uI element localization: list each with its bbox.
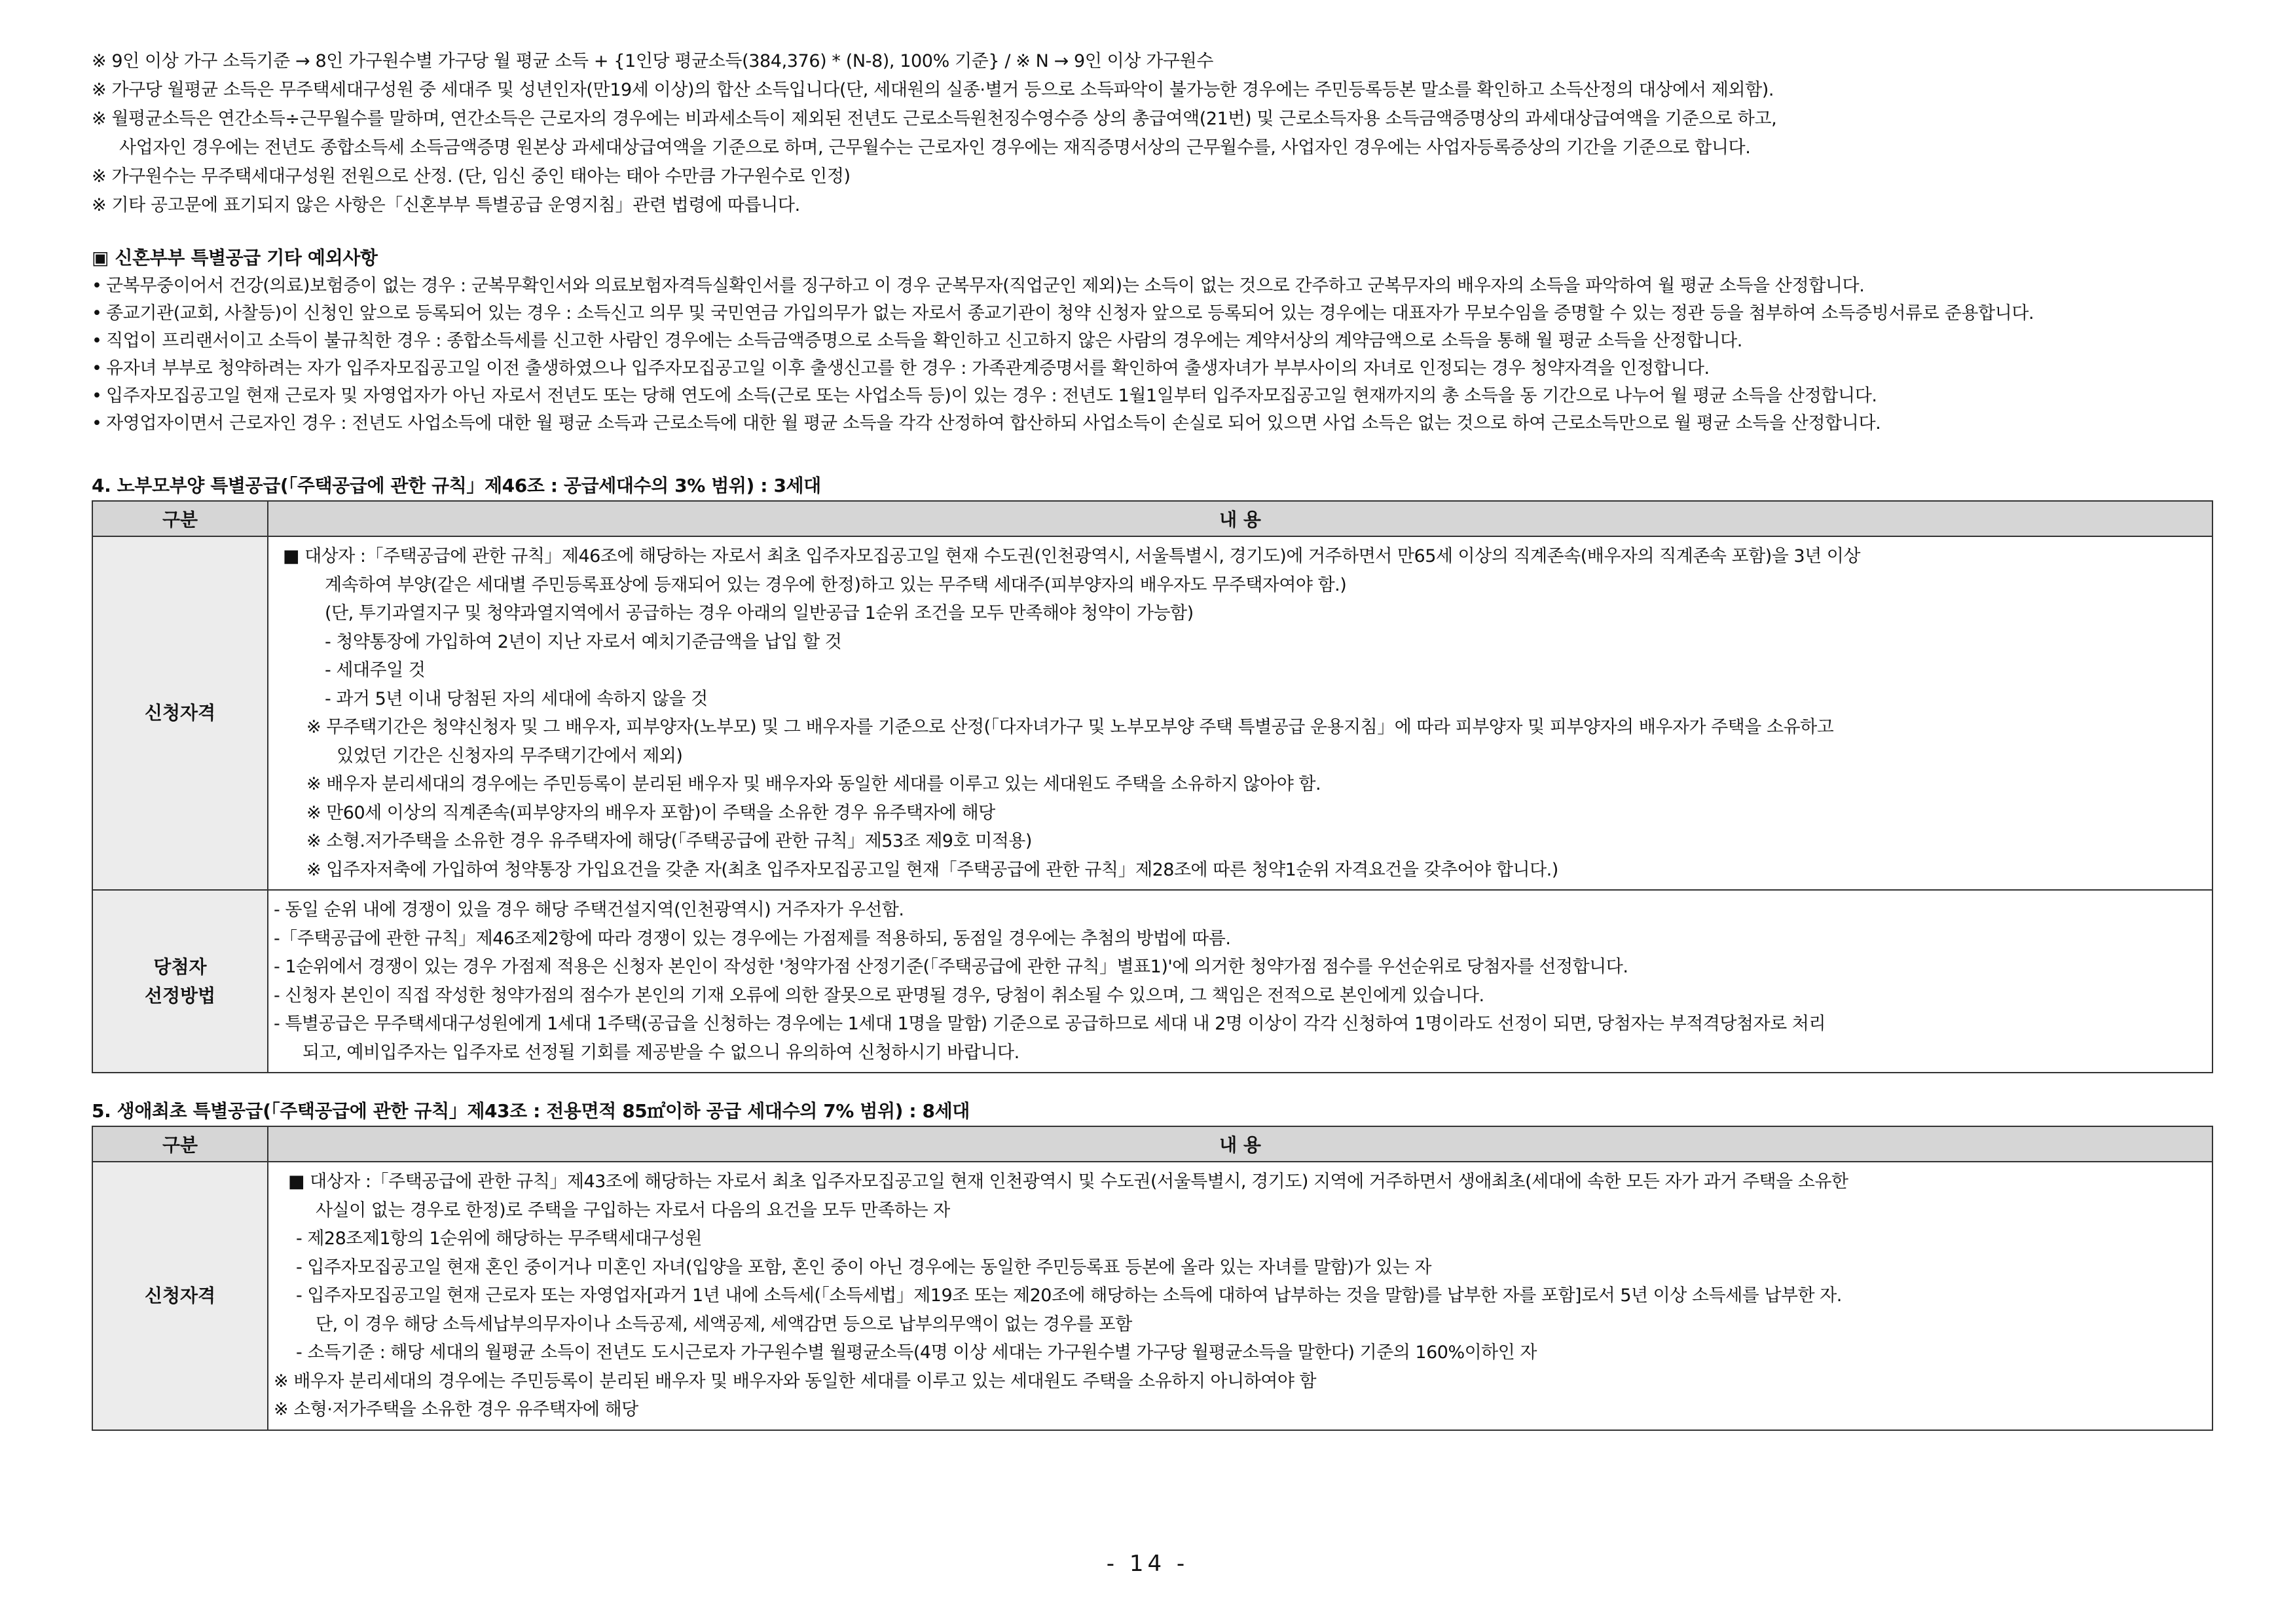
exception-item: • 유자녀 부부로 청약하려는 자가 입주자모집공고일 이전 출생하였으나 입주자모집공고일 이후 출생신고를 한 경우 : 가족관계증명서를 확인하여 출생자녀가 부부사이의 자녀로 인정되는 경우 청약자격을 인정합니다.	[92, 358, 1710, 378]
exception-item: • 입주자모집공고일 현재 근로자 및 자영업자가 아닌 자로서 전년도 또는 당해 연도에 소득(근로 또는 사업소득 등)이 있는 경우 : 전년도 1월1일부터 입주자모집공고일 현재까지의 총 소득을 동 기간으로 나누어 월 평균 소득을 산정합니다.	[92, 386, 1877, 406]
income-notes	[92, 47, 2213, 220]
section-4-title: 4. 노부모부양 특별공급(「주택공급에 관한 규칙」제46조 : 공급세대수의 3% 범위) : 3세대	[92, 475, 821, 496]
exception-item: • 종교기관(교회, 사찰등)이 신청인 앞으로 등록되어 있는 경우 : 소득신고 의무 및 국민연금 가입의무가 없는 자로서 종교기관이 청약 신청자 앞으로 등록되어 있는 경우에는 대표자가 무보수임을 증명할 수 있는 정관 등을 첨부하여 소득증빙서류로 준용합니다.	[92, 303, 2034, 323]
section-5-title: 5. 생애최초 특별공급(「주택공급에 관한 규칙」제43조 : 전용면적 85㎡이하 공급 세대수의 7% 범위) : 8세대	[92, 1100, 970, 1122]
row-content: ■ 대상자 :「주택공급에 관한 규칙」제43조에 해당하는 자로서 최초 입주자모집공고일 현재 인천광역시 및 수도권(서울특별시, 경기도) 지역에 거주하면서 생애최초(세대에 속한 모든 자가 과거 주택을 소유한 사실이 없는 경우로 한정)로 주택을 구입하는 자로서 다음의 요건을 모두 만족하는 자 - 제28조제1항의 1순위에 해당하는 무주택세대구성원 - 입주자모집공고일 현재 혼인 중이거나 미혼인 자녀(입양을 포함, 혼인 중이 아닌 경우에는 동일한 주민등록표 등본에 올라 있는 자녀를 말함)가 있는 자 - 입주자모집공고일 현재 근로자 또는 자영업자[과거 1년 내에 소득세(「소득세법」제19조 또는 제20조에 해당하는 소득에 대하여 납부하는 것을 말함)를 납부한 자를 포함]로서 5년 이상 소득세를 납부한 자. 단, 이 경우 해당 소득세납부의무자이나 소득공제, 세액공제, 세액감면 등으로 납부의무액이 없는 경우를 포함 - 소득기준 : 해당 세대의 월평균 소득이 전년도 도시근로자 가구원수별 월평균소득(4명 이상 세대는 가구원수별 가구당 월평균소득을 말한다) 기준의 160%이하인 자 ※ 배우자 분리세대의 경우에는 주민등록이 분리된 배우자 및 배우자와 동일한 세대를 이루고 있는 세대원도 주택을 소유하지 아니하여야 함 ※ 소형·저가주택을 소유한 경우 유주택자에 해당	[268, 1162, 2212, 1430]
table-row	[92, 890, 2212, 1073]
section-4-table	[92, 500, 2213, 1073]
note-line: ※ 9인 이상 가구 소득기준 → 8인 가구원수별 가구당 월 평균 소득 + {1인당 평균소득(384,376) * (N-8), 100% 기준} / ※ N → 9인 이상 가구원수	[92, 51, 1213, 71]
table-header-content: 내 용	[268, 1126, 2212, 1162]
exceptions-section	[92, 244, 2213, 437]
note-line: ※ 월평균소득은 연간소득÷근무월수를 말하며, 연간소득은 근로자의 경우에는 비과세소득이 제외된 전년도 근로소득원천징수영수증 상의 총급여액(21번) 및 근로소득자용 소득금액증명상의 과세대상급여액을 기준으로 하고,	[92, 109, 1777, 129]
row-content: - 동일 순위 내에 경쟁이 있을 경우 해당 주택건설지역(인천광역시) 거주자가 우선함. -「주택공급에 관한 규칙」제46조제2항에 따라 경쟁이 있는 경우에는 가점제를 적용하되, 동점일 경우에는 추첨의 방법에 따름. - 1순위에서 경쟁이 있는 경우 가점제 적용은 신청자 본인이 작성한 '청약가점 산정기준(「주택공급에 관한 규칙」별표1)'에 의거한 청약가점 점수를 우선순위로 당첨자를 선정합니다. - 신청자 본인이 직접 작성한 청약가점의 점수가 본인의 기재 오류에 의한 잘못으로 판명될 경우, 당첨이 취소될 수 있으며, 그 책임은 전적으로 본인에게 있습니다. - 특별공급은 무주택세대구성원에게 1세대 1주택(공급을 신청하는 경우에는 1세대 1명을 말함) 기준으로 공급하므로 세대 내 2명 이상이 각각 신청하여 1명이라도 선정이 되면, 당첨자는 부적격당첨자로 처리 되고, 예비입주자는 입주자로 선정될 기회를 제공받을 수 없으니 유의하여 신청하시기 바랍니다.	[268, 890, 2212, 1073]
exception-item: • 자영업자이면서 근로자인 경우 : 전년도 사업소득에 대한 월 평균 소득과 근로소득에 대한 월 평균 소득을 각각 산정하여 합산하되 사업소득이 손실로 되어 있으면 사업 소득은 없는 것으로 하여 근로소득만으로 월 평균 소득을 산정합니다.	[92, 413, 1881, 434]
table-row	[92, 536, 2212, 890]
page-number: - 14 -	[1106, 1551, 1189, 1577]
exceptions-heading: ▣ 신혼부부 특별공급 기타 예외사항	[92, 247, 378, 268]
note-line: ※ 가구당 월평균 소득은 무주택세대구성원 중 세대주 및 성년인자(만19세 이상)의 합산 소득입니다(단, 세대원의 실종·별거 등으로 소득파악이 불가능한 경우에는 주민등록등본 말소를 확인하고 소득산정의 대상에서 제외함).	[92, 80, 1774, 100]
note-line: ※ 가구원수는 무주택세대구성원 전원으로 산정. (단, 임신 중인 태아는 태아 수만큼 가구원수로 인정)	[92, 166, 851, 187]
section-4	[92, 471, 2213, 1073]
table-header-category: 구분	[92, 501, 268, 536]
section-5-table	[92, 1126, 2213, 1431]
row-label: 신청자격	[92, 1162, 268, 1430]
table-header-content: 내 용	[268, 501, 2212, 536]
row-label: 신청자격	[92, 536, 268, 890]
row-content: ■ 대상자 :「주택공급에 관한 규칙」제46조에 해당하는 자로서 최초 입주자모집공고일 현재 수도권(인천광역시, 서울특별시, 경기도)에 거주하면서 만65세 이상의 직계존속(배우자의 직계존속 포함)을 3년 이상 계속하여 부양(같은 세대별 주민등록표상에 등재되어 있는 경우에 한정)하고 있는 무주택 세대주(피부양자의 배우자도 무주택자여야 함.) (단, 투기과열지구 및 청약과열지역에서 공급하는 경우 아래의 일반공급 1순위 조건을 모두 만족해야 청약이 가능함) - 청약통장에 가입하여 2년이 지난 자로서 예치기준금액을 납입 할 것 - 세대주일 것 - 과거 5년 이내 당첨된 자의 세대에 속하지 않을 것 ※ 무주택기간은 청약신청자 및 그 배우자, 피부양자(노부모) 및 그 배우자를 기준으로 산정(「다자녀가구 및 노부모부양 주택 특별공급 운용지침」에 따라 피부양자 및 피부양자의 배우자가 주택을 소유하고 있었던 기간은 신청자의 무주택기간에서 제외) ※ 배우자 분리세대의 경우에는 주민등록이 분리된 배우자 및 배우자와 동일한 세대를 이루고 있는 세대원도 주택을 소유하지 않아야 함. ※ 만60세 이상의 직계존속(피부양자의 배우자 포함)이 주택을 소유한 경우 유주택자에 해당 ※ 소형.저가주택을 소유한 경우 유주택자에 해당(「주택공급에 관한 규칙」제53조 제9호 미적용) ※ 입주자저축에 가입하여 청약통장 가입요건을 갖춘 자(최초 입주자모집공고일 현재「주택공급에 관한 규칙」제28조에 따른 청약1순위 자격요건을 갖추어야 합니다.)	[268, 536, 2212, 890]
table-header-category: 구분	[92, 1126, 268, 1162]
note-line: ※ 기타 공고문에 표기되지 않은 사항은「신혼부부 특별공급 운영지침」관련 법령에 따릅니다.	[92, 195, 800, 215]
document-page	[92, 47, 2213, 1431]
exception-item: • 직업이 프리랜서이고 소득이 불규칙한 경우 : 종합소득세를 신고한 사람인 경우에는 소득금액증명으로 소득을 확인하고 신고하지 않은 사람의 경우에는 계약서상의 계약금액으로 소득을 통해 월 평균 소득을 산정합니다.	[92, 331, 1742, 351]
section-5	[92, 1097, 2213, 1431]
table-row	[92, 1162, 2212, 1430]
exception-item: • 군복무중이어서 건강(의료)보험증이 없는 경우 : 군복무확인서와 의료보험자격득실확인서를 징구하고 이 경우 군복무자(직업군인 제외)는 소득이 없는 것으로 간주하고 군복무자의 배우자의 소득을 파악하여 월 평균 소득을 산정합니다.	[92, 276, 1865, 296]
note-line: 사업자인 경우에는 전년도 종합소득세 소득금액증명 원본상 과세대상급여액을 기준으로 하며, 근무월수는 근로자인 경우에는 재직증명서상의 근무월수를, 사업자인 경우에는 사업자등록증상의 기간을 기준으로 합니다.	[119, 138, 1751, 158]
row-label: 당첨자 선정방법	[92, 890, 268, 1073]
